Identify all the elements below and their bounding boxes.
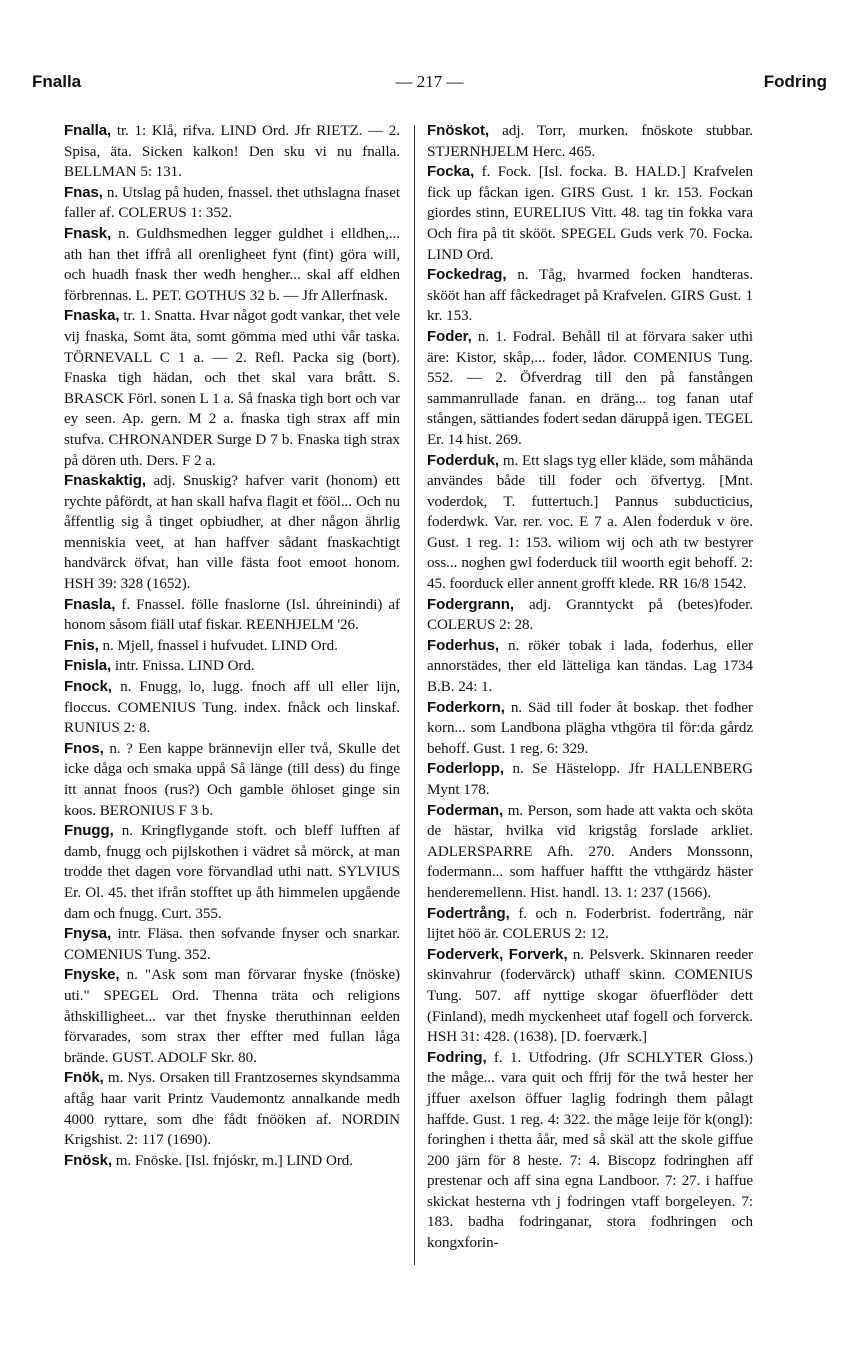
entry-text: n. Guldhsmedhen legger guldhet i elldhen,... ath han thet iffrå all orenligheet fynt (fint) göra will, och huadh fnask ther wedh hengher... skal aff eldhen förbrennas. L. PET. GOTHUS 32 b. — Jfr Allerfnask.: [64, 225, 400, 304]
entry-text: n. Fnugg, lo, lugg. fnoch aff ull eller lijn, floccus. COMENIUS Tung. index. fnåck och linskaf. RUNIUS 2: 8.: [64, 679, 400, 737]
left-column: [64, 121, 400, 1171]
entry-text: f. och n. Foderbrist. fodertrång, när lijtet höö är. COLERUS 2: 12.: [427, 905, 753, 943]
dictionary-entry: [427, 327, 753, 451]
entry-text: intr. Fläsa. then sofvande fnyser och snarkar. COMENIUS Tung. 352.: [64, 926, 400, 963]
entry-headword: Fnasla,: [64, 595, 116, 613]
entry-headword: Fnugg,: [64, 822, 114, 840]
dictionary-entry: [64, 821, 400, 924]
page-header: [32, 72, 827, 102]
entry-text: m. Ett slags tyg eller kläde, som måhända användes både till foder och öfvertyg. [Mnt. voderdok, T. futtertuch.] Pannus subducticius, foderdwk. Var. rer. voc. E 7 a. Alen foderduk v öre. Gust. 1 reg. 1: 153. wiliom wij och ath tw bestyrer oss... noghen gwl foderduck tiil woorth egit behoff. 2: 45. foorduck eller annent grofft klede. RR 16/8 1542.: [427, 452, 753, 593]
entry-headword: Fodergrann,: [427, 595, 514, 613]
entry-text: intr. Fnissa. LIND Ord.: [111, 658, 255, 675]
column-divider: [414, 125, 415, 1265]
entry-text: f. Fnassel. fölle fnaslorne (Isl. úhreinindi) af honom såsom fiäll utaf fiskar. REENHJELM '26.: [64, 596, 400, 634]
entry-text: n. Se Hästelopp. Jfr HALLENBERG Mynt 178.: [427, 761, 753, 798]
entry-headword: Fnalla,: [64, 122, 112, 139]
entry-headword: Fnöskot,: [427, 122, 490, 139]
entry-headword: Fnök,: [64, 1069, 104, 1087]
entry-text: f. 1. Utfodring. (Jfr SCHLYTER Gloss.) the måge... vara quit och ffrij för the twå hester her jffuer axelson öffuer laglig fodringh them pålagt haffde. Gust. 1 reg. 4: 322. the måge leije för k(ongl): foringhen i thetta åår, med så skäl att the skole giffue 200 järn för 8 heste. 7: 4. Biscopz fodringhen aff prestenar och aff sina egna Landboor. 7: 27. i haffue skickat hesterna vth j fodringen vtaff borgeleyen. 7: 183. badha fodringanar, stora fodhringen och kongxforin-: [427, 1049, 753, 1252]
entry-headword: Fnisla,: [64, 657, 112, 675]
entry-text: tr. 1. Snatta. Hvar något godt vankar, thet vele vij fnaska, Somt äta, somt gömma med uthi vår taska. TÖRNEVALL C 1 a. — 2. Refl. Packa sig (bort). Fnaska tigh hädan, och thet skal vara brått. S. BRASCK Förl. sonen L 1 a. Så fnaska tigh bort och var ey seen. Ap. gern. M 2 a. fnaska tigh strax aff min stufva. CHRONANDER Surge D 7 b. Fnaska tigh strax på dören uth. Ders. F 2 a.: [64, 308, 400, 469]
entry-text: tr. 1: Klå, rifva. LIND Ord. Jfr RIETZ. — 2. Spisa, äta. Sicken kalkon! Den sku vi nu fnalla. BELLMAN 5: 131.: [64, 123, 400, 181]
dictionary-entry: [64, 636, 400, 657]
entry-text: m. Nys. Orsaken till Frantzosernes skyndsamma aftåg haar varit Printz Vaudemontz annalkande medh 4000 ryttare, som dhe fådt fnööken af. NORDIN Krigshist. 2: 117 (1690).: [64, 1070, 400, 1149]
entry-text: adj. Granntyckt på (betes)foder. COLERUS 2: 28.: [427, 596, 753, 634]
entry-text: n. Mjell, fnassel i hufvudet. LIND Ord.: [98, 637, 338, 654]
entry-headword: Foderkorn,: [427, 698, 505, 716]
entry-headword: Foder,: [427, 327, 472, 345]
entry-headword: Fnaska,: [64, 307, 120, 325]
dictionary-entry: [427, 1048, 753, 1254]
entry-text: adj. Torr, murken. fnöskote stubbar. STJERNHJELM Herc. 465.: [427, 123, 753, 160]
entry-text: n. ? Een kappe brännevijn eller två, Skulle det icke dåga och smaka uppå Så länge (till dess) du finge itt annat fnoos (rus?) Och gamble öhloset ginge sin koos. BERONIUS F 3 b.: [64, 740, 400, 819]
entry-headword: Fnösk,: [64, 1151, 113, 1169]
entry-text: n. röker tobak i lada, foderhus, eller annorstädes, ther eld lätteliga kan tändas. Lag 1734 B.B. 24: 1.: [427, 637, 753, 696]
dictionary-entry: [64, 677, 400, 739]
dictionary-entry: [64, 306, 400, 471]
entry-headword: Fodring,: [427, 1048, 487, 1066]
entry-headword: Fnask,: [64, 224, 112, 242]
dictionary-entry: [427, 451, 753, 595]
right-column: [427, 121, 753, 1254]
entry-text: m. Fnöske. [Isl. fnjóskr, m.] LIND Ord.: [112, 1152, 354, 1169]
entry-text: n. Kringflygande stoft. och bleff lufften af damb, fnugg och pijlskothen i vädret så mörck, at man trodde thet dagen vore förvandlad uthi natt. SYLVIUS Er. Ol. 45. thet ifrån stofftet up åth himmelen upgående dam och fnugg. Curt. 355.: [64, 823, 400, 922]
dictionary-entry: [64, 1068, 400, 1150]
entry-text: n. 1. Fodral. Behåll til at förvara saker uthi äre: Kistor, skåp,... foder, lådor. COMENIUS Tung. 552. — 2. Öfverdrag till den på fanstången sammanrullade fanan. en dräng... tog fanan utaf stången, sättiandes fodert sedan däruppå igen. TEGEL Er. 14 hist. 269.: [427, 328, 753, 448]
page-number: — 217 —: [395, 72, 464, 91]
dictionary-entry: [427, 904, 753, 945]
dictionary-entry: [427, 265, 753, 327]
dictionary-entry: [64, 739, 400, 821]
entry-headword: Foderverk, Forverk,: [427, 945, 568, 963]
dictionary-entry: [427, 801, 753, 904]
dictionary-entry: [427, 945, 753, 1048]
dictionary-entry: [64, 471, 400, 595]
dictionary-entry: [427, 595, 753, 636]
entry-headword: Fodertrång,: [427, 904, 510, 922]
dictionary-entry: [64, 595, 400, 636]
entry-text: n. Tåg, hvarmed focken handteras. skööt han aff fåckedraget på Krafvelen. GIRS Gust. 1 kr. 153.: [427, 267, 753, 325]
dictionary-entry: [64, 924, 400, 965]
entry-text: f. Fock. [Isl. focka. B. HALD.] Krafvelen fick up fåckan igen. GIRS Gust. 1 kr. 153. Fockan giordes stinn, EURELIUS Vitt. 48. tag tin fokka vara Och fira på tit skööt. SPEGEL Guds verk 70. Focka. LIND Ord.: [427, 164, 753, 263]
entry-headword: Fnas,: [64, 183, 103, 201]
entry-text: n. Säd till foder åt boskap. thet fodher korn... som Landbona plägha vthgöra til för:da gårdz behoff. Gust. 1 reg. 6: 329.: [427, 699, 753, 757]
dictionary-entry: [64, 183, 400, 224]
dictionary-entry: [427, 121, 753, 162]
entry-headword: Fnis,: [64, 636, 99, 654]
dictionary-entry: [64, 656, 400, 677]
entry-headword: Fnos,: [64, 739, 104, 757]
entry-headword: Fnyske,: [64, 966, 120, 984]
dictionary-entry: [427, 698, 753, 760]
entry-headword: Focka,: [427, 163, 475, 181]
entry-headword: Fockedrag,: [427, 266, 507, 284]
entry-headword: Fnock,: [64, 678, 113, 696]
entry-headword: Foderman,: [427, 801, 504, 819]
dictionary-entry: [64, 224, 400, 306]
entry-text: adj. Snuskig? hafver varit (honom) ett rychte påfördt, at han skall hafva flagit et fööl... Och nu åffentlig sig å tinget opbiudher, at dher någon ährlig menniskia veet, at han haffver sådant fnaskachtigt handvärck öfvat, han ville fästa foot emoot honom. HSH 39: 328 (1652).: [64, 473, 400, 593]
dictionary-entry: [64, 965, 400, 1068]
entry-text: n. Pelsverk. Skinnaren reeder skinvahrur (fodervärck) uthaff skinn. COMENIUS Tung. 507. aff nyttige skogar öfuerflöder dett (Finland), medh myckenheet utaf fogell och forverck. HSH 31: 428. (1638). [D. foerværk.]: [427, 946, 753, 1046]
entry-headword: Foderhus,: [427, 636, 500, 654]
dictionary-entry: [64, 1151, 400, 1172]
entry-headword: Fnaskaktig,: [64, 472, 146, 490]
dictionary-entry: [427, 636, 753, 698]
running-head-right: Fodring: [763, 72, 827, 91]
dictionary-entry: [427, 759, 753, 800]
entry-text: m. Person, som hade att vakta och sköta de hästar, hvilka vid krigståg forslade arkliet. ADLERSPARRE Afh. 270. Anders Monssonn, fodermann... som haffuer hafftt the vtthgärdz häster henderemellenn. Hist. handl. 13. 1: 237 (1566).: [427, 802, 753, 901]
entry-headword: Foderlopp,: [427, 760, 504, 778]
entry-headword: Fnysa,: [64, 925, 112, 943]
entry-headword: Foderduk,: [427, 451, 500, 469]
running-head-left: Fnalla: [32, 72, 82, 91]
dictionary-entry: [64, 121, 400, 183]
entry-text: n. "Ask som man förvarar fnyske (fnöske) uti." SPEGEL Ord. Thenna träta och religions åthskilligheet... var thet fnyske theruthinnan eelden förvarades, som strax ther effter med fullan låga brände. GUST. ADOLF Skr. 80.: [64, 967, 400, 1066]
dictionary-entry: [427, 162, 753, 265]
entry-text: n. Utslag på huden, fnassel. thet uthslagna fnaset faller af. COLERUS 1: 352.: [64, 184, 400, 222]
